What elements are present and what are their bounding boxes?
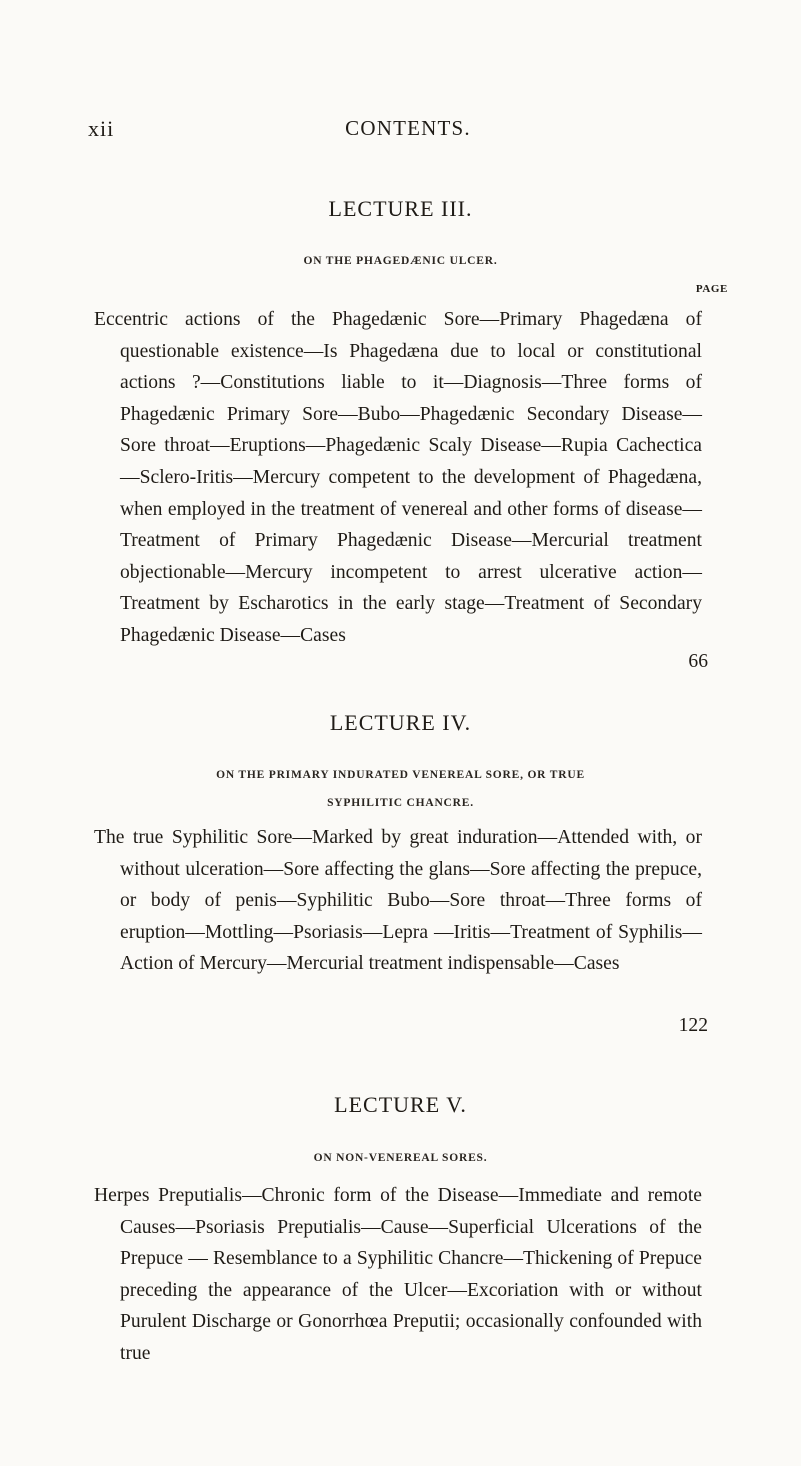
page-number-66: 66 [688, 651, 708, 672]
lecture-heading: LECTURE IV. [329, 710, 472, 735]
lecture-heading: LECTURE III. [328, 196, 473, 221]
running-title: CONTENTS. [345, 116, 471, 140]
lecture-summary-text: Herpes Preputialis—Chronic form of the Disease—Immediate and remote Causes—Psoriasis Preputialis—Cause—Superficial Ulcerations of the Prepuce — Resemblance to a Syphilitic Chancre—Thickening of Prepuce preceding the appearance of the Ulcer—Excoriation with or without Purulent Discharge or Gonorrhœa Preputii; occasionally confounded with true [94, 1185, 702, 1364]
page-column-label: PAGE [695, 283, 728, 295]
lecture-summary [94, 304, 702, 652]
lecture-subheading: ON THE PHAGEDÆNIC ULCER. [303, 255, 498, 267]
lecture-subheading-line2: SYPHILITIC CHANCRE. [327, 797, 474, 809]
page-folio: xii [88, 116, 115, 141]
lecture-summary [94, 1180, 702, 1370]
page-number-122: 122 [678, 1015, 708, 1036]
lecture-summary [94, 822, 702, 980]
lecture-summary-text: The true Syphilitic Sore—Marked by great induration—Attended with, or without ulceration—Sore affecting the glans—Sore affecting the prepuce, or body of penis—Syphilitic Bubo—Sore throat—Three forms of eruption—Mottling—Psoriasis—Lepra —Iritis—Treatment of Syphilis—Action of Mercury—Mercurial treatment indispensable—Cases [94, 827, 702, 975]
lecture-summary-text: Eccentric actions of the Phagedænic Sore—Primary Phagedæna of questionable existence—Is Phagedæna due to local or constitutional actions ?—Constitutions liable to it—Diagnosis—Three forms of Phagedænic Primary Sore—Bubo—Phagedænic Secondary Disease—Sore throat—Eruptions—Phagedænic Scaly Disease—Rupia Cachectica—Sclero-Iritis—Mercury competent to the development of Phagedæna, when employed in the treatment of venereal and other forms of disease—Treatment of Primary Phagedænic Disease—Mercurial treatment objectionable—Mercury incompetent to arrest ulcerative action—Treatment by Escharotics in the early stage—Treatment of Secondary Phagedænic Disease—Cases [94, 309, 702, 646]
lecture-heading: LECTURE V. [334, 1092, 467, 1117]
lecture-subheading-line1: ON THE PRIMARY INDURATED VENEREAL SORE, OR TRUE [216, 769, 585, 781]
running-header [88, 116, 728, 146]
lecture-subheading: ON NON-VENEREAL SORES. [313, 1152, 488, 1164]
